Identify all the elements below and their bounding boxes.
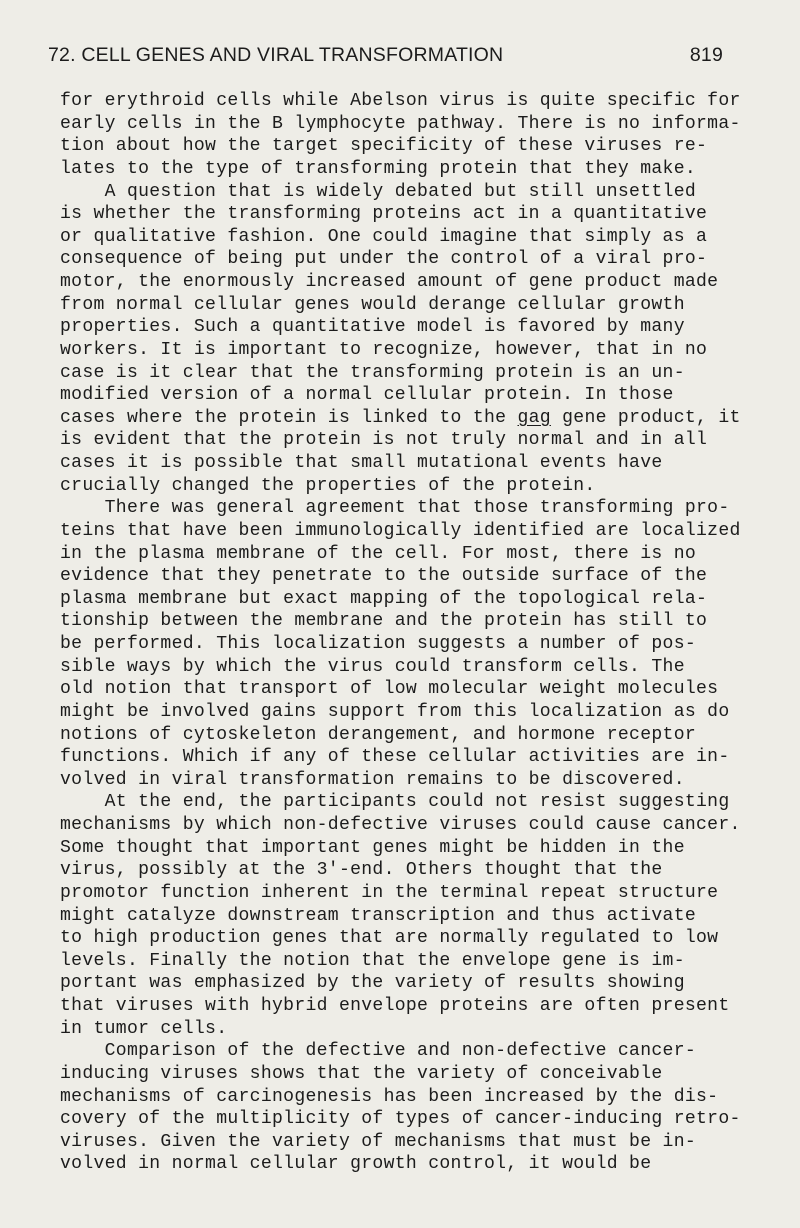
text-line: plasma membrane but exact mapping of the topological rela- — [60, 588, 708, 609]
text-line: virus, possibly at the 3'-end. Others thought that the — [60, 860, 663, 881]
running-header — [48, 44, 723, 70]
text-line: cases it is possible that small mutational events have — [60, 453, 663, 473]
text-line: evidence that they penetrate to the outside surface of the — [60, 566, 708, 587]
text-line: workers. It is important to recognize, however, that in no — [60, 339, 708, 360]
text-line: mechanisms of carcinogenesis has been increased by the dis- — [60, 1086, 719, 1107]
text-line: covery of the multiplicity of types of cancer-inducing retro- — [60, 1109, 741, 1130]
text-line: At the end, the participants could not resist suggesting — [60, 792, 730, 813]
text-line-gag — [60, 407, 740, 430]
text-line: volved in normal cellular growth control, it would be — [60, 1154, 652, 1175]
text-line: Comparison of the defective and non-defective cancer- — [60, 1041, 697, 1062]
text-line: There was general agreement that those transforming pro- — [60, 498, 730, 519]
text-line: mechanisms by which non-defective viruses could cause cancer. — [60, 815, 741, 835]
page-number: 819 — [689, 44, 723, 66]
text-line: in tumor cells. — [60, 1018, 228, 1039]
text-line: from normal cellular genes would derange cellular growth — [60, 294, 685, 315]
text-line: that viruses with hybrid envelope proteins are often present — [60, 996, 730, 1016]
text-line: tion about how the target specificity of these viruses re- — [60, 136, 708, 157]
text-line: portant was emphasized by the variety of results showing — [60, 973, 685, 994]
text-line: crucially changed the properties of the protein. — [60, 475, 596, 496]
text-line: early cells in the B lymphocyte pathway. There is no informa- — [60, 113, 741, 134]
text-line: properties. Such a quantitative model is favored by many — [60, 317, 685, 338]
body-text — [60, 90, 740, 1176]
text-line: A question that is widely debated but still unsettled — [60, 181, 697, 202]
text-line: motor, the enormously increased amount of gene product made — [60, 272, 719, 292]
text-line: is evident that the protein is not truly normal and in all — [60, 430, 708, 451]
text-line-end: gene product, it — [550, 407, 741, 428]
text-line: teins that have been immunologically identified are localized — [60, 520, 741, 541]
text-line: consequence of being put under the control of a viral pro- — [60, 249, 708, 270]
text-line: functions. Which if any of these cellular activities are in- — [60, 747, 730, 768]
text-line: levels. Finally the notion that the envelope gene is im- — [60, 950, 685, 971]
gag-term: gag — [517, 407, 551, 428]
text-line-start: cases where the protein is linked to the — [60, 407, 518, 428]
text-line: volved in viral transformation remains to be discovered. — [60, 769, 685, 790]
text-line: old notion that transport of low molecular weight molecules — [60, 679, 719, 700]
text-line: viruses. Given the variety of mechanisms that must be in- — [60, 1131, 697, 1152]
text-line: might be involved gains support from this localization as do — [60, 701, 730, 722]
text-line: case is it clear that the transforming protein is an un- — [60, 362, 685, 383]
text-line: is whether the transforming proteins act in a quantitative — [60, 204, 708, 225]
text-line: to high production genes that are normally regulated to low — [60, 928, 719, 949]
text-line: in the plasma membrane of the cell. For most, there is no — [60, 543, 697, 564]
text-line: be performed. This localization suggests a number of pos- — [60, 634, 697, 654]
text-line: inducing viruses shows that the variety of conceivable — [60, 1063, 663, 1084]
text-line: tionship between the membrane and the protein has still to — [60, 611, 708, 632]
text-line: Some thought that important genes might be hidden in the — [60, 837, 685, 858]
text-line: for erythroid cells while Abelson virus is quite specific for — [60, 91, 741, 111]
chapter-title: 72. CELL GENES AND VIRAL TRANSFORMATION — [48, 44, 504, 66]
text-line: lates to the type of transforming protein that they make. — [60, 158, 697, 179]
text-line: or qualitative fashion. One could imagine that simply as a — [60, 226, 708, 247]
text-line: notions of cytoskeleton derangement, and hormone receptor — [60, 724, 697, 745]
text-line: modified version of a normal cellular protein. In those — [60, 385, 674, 406]
text-line: promotor function inherent in the terminal repeat structure — [60, 882, 719, 903]
text-line: might catalyze downstream transcription and thus activate — [60, 905, 697, 926]
text-line: sible ways by which the virus could transform cells. The — [60, 656, 685, 677]
